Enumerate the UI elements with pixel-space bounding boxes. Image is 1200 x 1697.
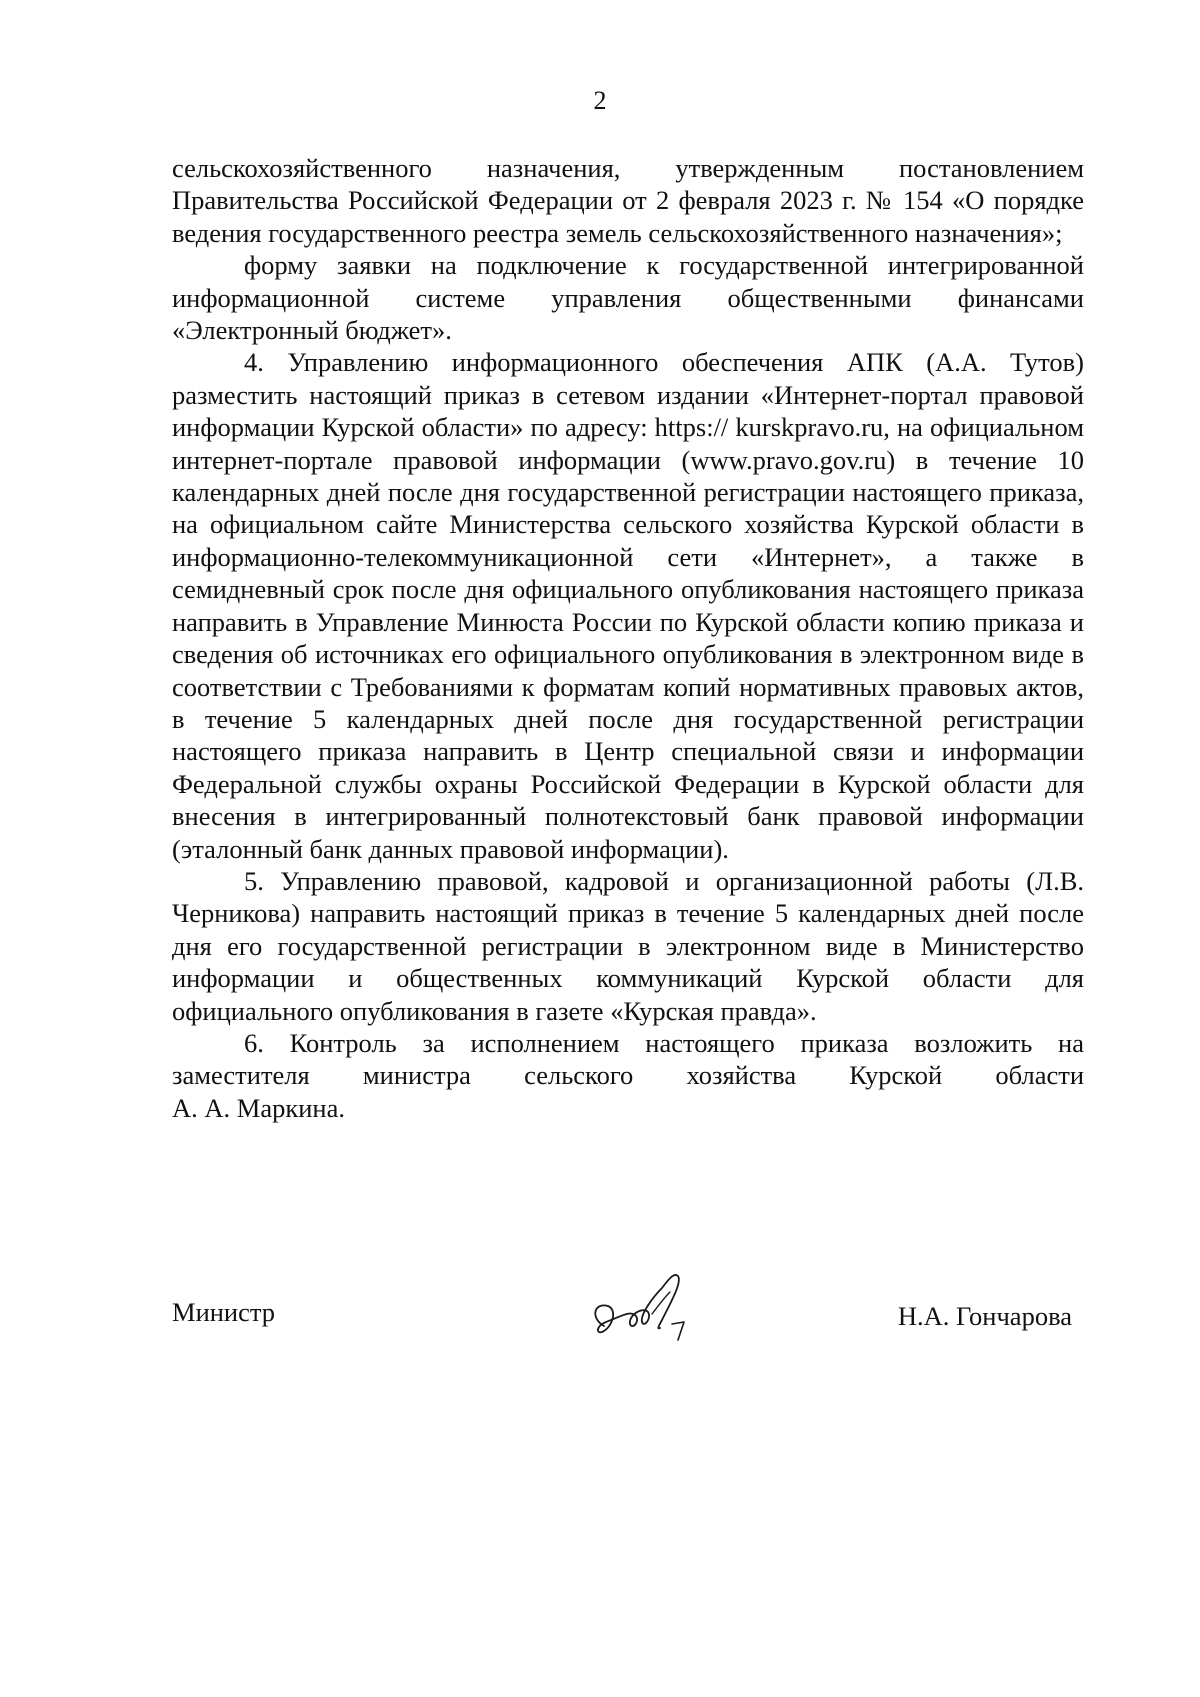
paragraph-item-5: 5. Управлению правовой, кадровой и организационной работы (Л.В. Черникова) направить настоящий приказ в течение 5 календарных дней после дня его государственной регистрации в электронном виде в Министерство информации и общественных коммуникаций Курской области для официального опубликования в газете «Курская правда». xyxy=(172,865,1084,1026)
paragraph-item-4: 4. Управлению информационного обеспечения АПК (А.А. Тутов) разместить настоящий приказ в сетевом издании «Интернет-портал правовой информации Курской области» по адресу: https:// kurskpravo.ru, на официальном интернет-портале правовой информации (www.pravo.gov.ru) в течение 10 календарных дней после дня государственной регистрации настоящего приказа, на официальном сайте Министерства сельского хозяйства Курской области в информационно-телекоммуникационной сети «Интернет», а также в семидневный срок после дня официального опубликования настоящего приказа направить в Управление Минюста России по Курской области копию приказа и сведения об источниках его официального опубликования в электронном виде в соответствии с Требованиями к форматам копий нормативных правовых актов, в течение 5 календарных дней после дня государственной регистрации настоящего приказа направить в Центр специальной связи и информации Федеральной службы охраны Российской Федерации в Курской области для внесения в интегрированный полнотекстовый банк правовой информации (эталонный банк данных правовой информации). xyxy=(172,347,1084,864)
document-body xyxy=(172,152,1084,1124)
paragraph-item-6: 6. Контроль за исполнением настоящего приказа возложить на заместителя министра сельского хозяйства Курской области xyxy=(172,1027,1084,1091)
paragraph-item-6-end: А. А. Маркина. xyxy=(172,1092,345,1123)
handwritten-signature xyxy=(582,1266,722,1356)
signature-block xyxy=(172,1266,1072,1356)
page-number: 2 xyxy=(593,86,607,115)
signatory-title: Министр xyxy=(172,1297,276,1327)
paragraph-form-item: форму заявки на подключение к государственной интегрированной информационной системе управления общественными финансами «Электронный бюджет». xyxy=(172,250,1084,346)
paragraph-continuation: сельскохозяйственного назначения, утвержденным постановлением Правительства Российской Федерации от 2 февраля 2023 г. № 154 «О порядке ведения государственного реестра земель сельскохозяйственного назначения»; xyxy=(172,153,1084,248)
signatory-name: Н.А. Гончарова xyxy=(897,1301,1072,1331)
